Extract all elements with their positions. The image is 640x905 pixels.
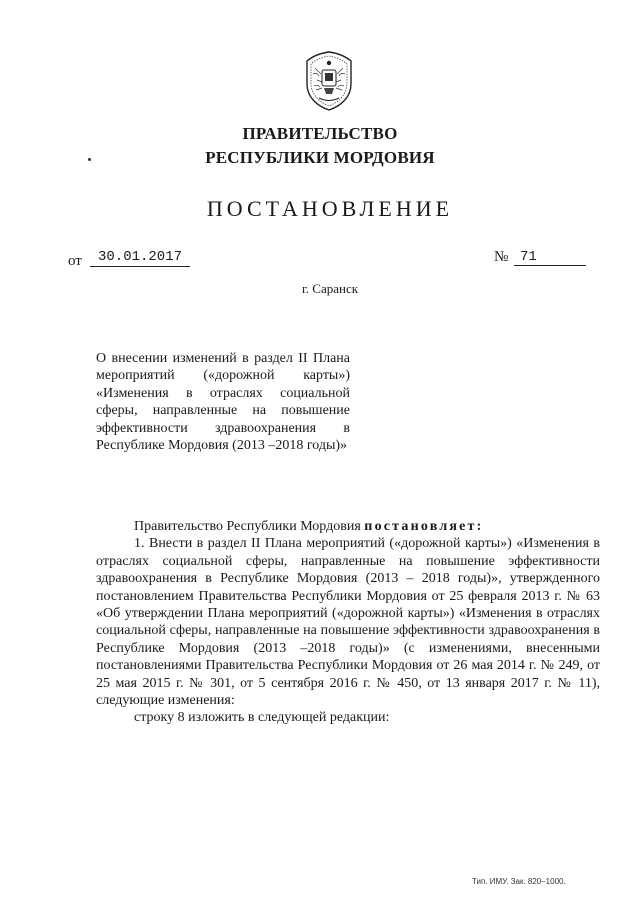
- item-1-subparagraph: строку 8 изложить в следующей редакции:: [134, 710, 390, 726]
- government-title-line2: РЕСПУБЛИКИ МОРДОВИЯ: [205, 148, 435, 167]
- date-prefix: от: [68, 253, 82, 269]
- document-type: ПОСТАНОВЛЕНИЕ: [206, 196, 454, 221]
- document-date: 30.01.2017: [90, 249, 190, 267]
- government-title-line1: ПРАВИТЕЛЬСТВО: [242, 124, 398, 143]
- document-body: [96, 518, 600, 727]
- print-mark: Тип. ИМУ. Зак. 820–1000.: [472, 877, 566, 886]
- coat-of-arms-emblem: [301, 50, 357, 112]
- stray-dot: [88, 158, 91, 161]
- intro-paragraph: [96, 518, 600, 535]
- document-subject: О внесении изменений в раздел II Плана мероприятий («дорожной карты») «Изменения в отраслях социальной сферы, направленные на повышение эффективности здравоохранения в Республике Мордовия (2013 –2018 годы)»: [96, 351, 350, 454]
- intro-action: постановляет:: [364, 519, 484, 534]
- intro-text: Правительство Республики Мордовия: [134, 519, 361, 534]
- city: г. Саранск: [301, 281, 359, 296]
- document-number: 71: [514, 249, 586, 266]
- item-1-paragraph: 1. Внести в раздел II Плана мероприятий («дорожной карты») «Изменения в отраслях социальной сферы, направленные на повышение эффективности здравоохранения в Республике Мордовия (2013 – 2018 годы)», утвержденного постановлением Правительства Республики Мордовия от 25 февраля 2013 г. № 63 «Об утверждении Плана мероприятий («дорожной карты») «Изменения в отраслях социальной сферы, направленные на повышение эффективности здравоохранения в Республике Мордовия (2013 –2018 годы)» (с изменениями, внесенными постановлениями Правительства Республики Мордовия от 26 мая 2014 г. № 249, от 25 мая 2015 г. № 301, от 5 сентября 2016 г. № 450, от 13 января 2017 г. № 11), следующие изменения:: [96, 536, 600, 709]
- number-prefix: №: [494, 249, 509, 265]
